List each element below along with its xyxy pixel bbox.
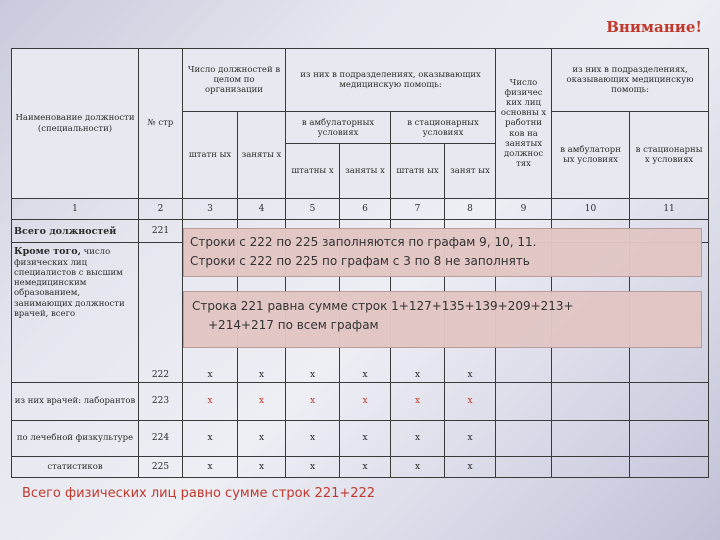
header-row-no: № стр: [139, 49, 183, 199]
header-positions-total: Число должностей в целом по организации: [183, 49, 286, 112]
header-individuals-sub: из них в подразделениях, оказывающих медицинскую помощь:: [552, 49, 709, 112]
row-number: 222: [139, 243, 183, 382]
row-label: Всего должностей: [12, 220, 139, 243]
cell-x: x: [183, 456, 238, 477]
row-number: 224: [139, 420, 183, 456]
cell-x: x: [445, 382, 496, 420]
col-number: 7: [391, 199, 445, 220]
cell-x: x: [286, 420, 340, 456]
header-inp-staff: штатн ых: [391, 144, 445, 199]
cell-x: x: [238, 382, 286, 420]
note-line: +214+217 по всем графам: [208, 317, 379, 332]
row-number: 225: [139, 456, 183, 477]
col-number: 11: [630, 199, 709, 220]
row-label: Кроме того, число физических лиц специалистов с высшим немедицинским образованием, занимающих должности врачей, всего: [12, 243, 139, 382]
row-label: из них врачей: лаборантов: [12, 382, 139, 420]
warning-title: Внимание!: [606, 18, 702, 36]
table-row: [12, 382, 709, 420]
col-number: 9: [496, 199, 552, 220]
header-inp-occupied: занят ых: [445, 144, 496, 199]
header-individuals: Число физичес ких лиц основны х работни ков на занятых должнос тях: [496, 49, 552, 199]
col-number: 1: [12, 199, 139, 220]
footer-note: Всего физических лиц равно сумме строк 221+222: [22, 486, 376, 501]
col-number: 5: [286, 199, 340, 220]
col-number: 10: [552, 199, 630, 220]
cell-x: x: [183, 382, 238, 420]
cell-x: x: [340, 243, 391, 382]
cell-x: x: [391, 456, 445, 477]
note-fill-rules: [183, 228, 702, 277]
cell-x: x: [183, 420, 238, 456]
note-sum-rule: [183, 291, 702, 348]
table-row: [12, 456, 709, 477]
row-label: статистиков: [12, 456, 139, 477]
cell-x: x: [391, 420, 445, 456]
col-number: 6: [340, 199, 391, 220]
note-line: Строки с 222 по 225 заполняются по графам 9, 10, 11.: [190, 235, 537, 249]
cell-x: x: [340, 456, 391, 477]
cell-x: x: [445, 243, 496, 382]
cell-x: x: [445, 456, 496, 477]
cell-x: x: [238, 456, 286, 477]
cell-x: x: [286, 456, 340, 477]
cell-x: x: [340, 420, 391, 456]
column-numbers-row: [12, 199, 709, 220]
col-number: 8: [445, 199, 496, 220]
cell-x: x: [286, 382, 340, 420]
cell-x: x: [391, 243, 445, 382]
row-number: 223: [139, 382, 183, 420]
row-label: по лечебной физкультуре: [12, 420, 139, 456]
header-amb-occupied: заняты х: [340, 144, 391, 199]
header-subdivisions: из них в подразделениях, оказывающих медицинскую помощь:: [286, 49, 496, 112]
cell-x: x: [183, 243, 238, 382]
col-number: 3: [183, 199, 238, 220]
cell-x: x: [238, 243, 286, 382]
row-number: 221: [139, 220, 183, 243]
table-row: [12, 420, 709, 456]
header-ind-ambulatory: в амбулаторн ых условиях: [552, 112, 630, 199]
header-ambulatory: в амбулаторных условиях: [286, 112, 391, 144]
cell-x: x: [238, 420, 286, 456]
cell-x: x: [391, 382, 445, 420]
header-name: Наименование должности (специальности): [12, 49, 139, 199]
header-ind-inpatient: в стационарны х условиях: [630, 112, 709, 199]
header-positions-occupied: заняты х: [238, 112, 286, 199]
header-inpatient: в стационарных условиях: [391, 112, 496, 144]
header-amb-staff: штатны х: [286, 144, 340, 199]
col-number: 4: [238, 199, 286, 220]
header-positions-staff: штатн ых: [183, 112, 238, 199]
note-line: Строки с 222 по 225 по графам с 3 по 8 не заполнять: [190, 253, 530, 268]
cell-x: x: [445, 420, 496, 456]
cell-x: x: [286, 243, 340, 382]
note-line: Строка 221 равна сумме строк 1+127+135+139+209+213+: [192, 299, 574, 313]
col-number: 2: [139, 199, 183, 220]
cell-x: x: [340, 382, 391, 420]
